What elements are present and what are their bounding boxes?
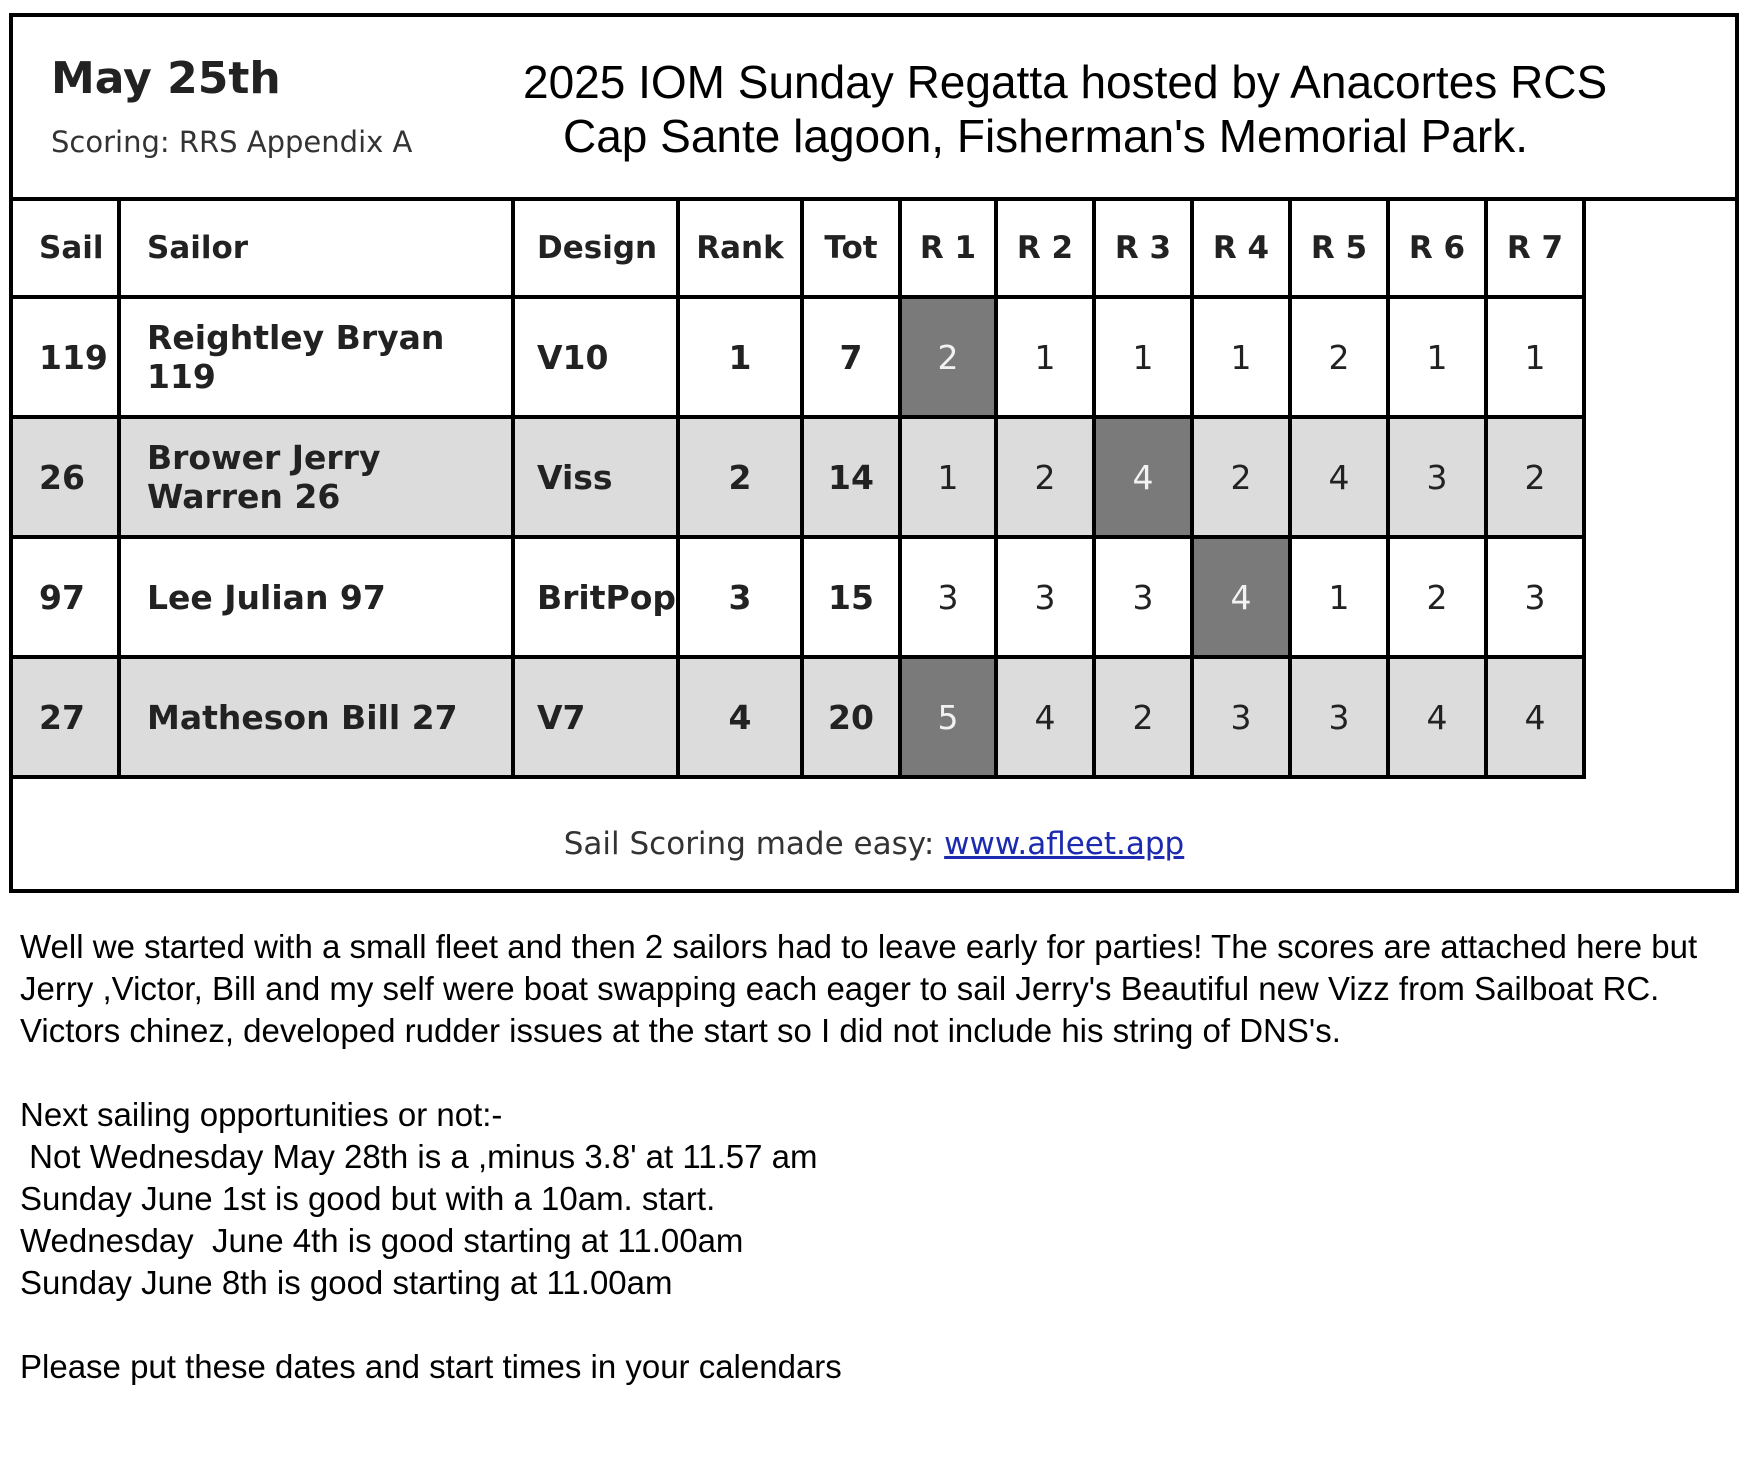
total-points: 20 (802, 657, 900, 777)
race-score: 4 (1290, 417, 1388, 537)
sailor-name: Lee Julian 97 (119, 537, 513, 657)
total-points: 15 (802, 537, 900, 657)
total-points: 14 (802, 417, 900, 537)
race-score: 1 (1290, 537, 1388, 657)
boat-design: Viss (513, 417, 678, 537)
table-row (11, 297, 1584, 417)
sailor-name: Reightley Bryan 119 (119, 297, 513, 417)
rank: 1 (678, 297, 802, 417)
sail-number: 27 (11, 657, 119, 777)
column-header-sail: Sail (11, 199, 119, 297)
boat-design: V10 (513, 297, 678, 417)
report-body (20, 926, 1735, 1388)
race-score: 3 (1192, 657, 1290, 777)
list-item: Wednesday June 4th is good starting at 11.00am (20, 1222, 744, 1259)
report-paragraph: Well we started with a small fleet and then 2 sailors had to leave early for parties! The scores are attached here but Jerry ,Victor, Bill and my self were boat swapping each eager to sail Jerry's Beautiful new Vizz from Sailboat RC. Victors chinez, developed rudder issues at the start so I did not include his string of DNS's. (20, 928, 1698, 1049)
card-header (13, 17, 1735, 201)
rank: 3 (678, 537, 802, 657)
race-score: 2 (996, 417, 1094, 537)
regatta-title: 2025 IOM Sunday Regatta hosted by Anacortes RCS (523, 56, 1608, 108)
race-score-dropped: 5 (900, 657, 996, 777)
race-score-dropped: 4 (1192, 537, 1290, 657)
boat-design: V7 (513, 657, 678, 777)
sailor-name: Brower Jerry Warren 26 (119, 417, 513, 537)
race-score: 1 (1192, 297, 1290, 417)
column-header-race-6: R 6 (1388, 199, 1486, 297)
sail-number: 97 (11, 537, 119, 657)
race-score: 1 (900, 417, 996, 537)
column-header-rank: Rank (678, 199, 802, 297)
afleet-link[interactable]: www.afleet.app (944, 826, 1185, 862)
results-table (9, 197, 1586, 779)
sailor-name: Matheson Bill 27 (119, 657, 513, 777)
table-header-row (11, 199, 1584, 297)
rank: 4 (678, 657, 802, 777)
race-score: 4 (1388, 657, 1486, 777)
column-header-race-5: R 5 (1290, 199, 1388, 297)
column-header-race-1: R 1 (900, 199, 996, 297)
table-row (11, 417, 1584, 537)
race-score: 1 (1094, 297, 1192, 417)
race-score: 3 (996, 537, 1094, 657)
race-score: 2 (1094, 657, 1192, 777)
results-card (9, 13, 1739, 893)
card-footer (13, 794, 1735, 893)
rank: 2 (678, 417, 802, 537)
sail-number: 26 (11, 417, 119, 537)
race-score: 3 (900, 537, 996, 657)
race-score-dropped: 2 (900, 297, 996, 417)
column-header-total: Tot (802, 199, 900, 297)
column-header-race-7: R 7 (1486, 199, 1584, 297)
race-score: 1 (1388, 297, 1486, 417)
list-item: Sunday June 8th is good starting at 11.00am (20, 1264, 673, 1301)
race-score: 3 (1388, 417, 1486, 537)
race-score: 2 (1290, 297, 1388, 417)
race-score: 1 (1486, 297, 1584, 417)
race-score: 2 (1192, 417, 1290, 537)
race-score: 4 (996, 657, 1094, 777)
boat-design: BritPop (513, 537, 678, 657)
race-score-dropped: 4 (1094, 417, 1192, 537)
next-sailing-heading: Next sailing opportunities or not:- (20, 1096, 503, 1133)
event-date: May 25th (51, 53, 281, 104)
list-item: Sunday June 1st is good but with a 10am. start. (20, 1180, 716, 1217)
race-score: 3 (1486, 537, 1584, 657)
column-header-race-4: R 4 (1192, 199, 1290, 297)
column-header-sailor: Sailor (119, 199, 513, 297)
scoring-system: Scoring: RRS Appendix A (51, 125, 413, 159)
footer-tagline: Sail Scoring made easy: (563, 826, 945, 862)
race-score: 2 (1486, 417, 1584, 537)
race-score: 3 (1290, 657, 1388, 777)
column-header-race-2: R 2 (996, 199, 1094, 297)
table-row (11, 537, 1584, 657)
race-score: 4 (1486, 657, 1584, 777)
column-header-race-3: R 3 (1094, 199, 1192, 297)
list-item: Not Wednesday May 28th is a ,minus 3.8' at 11.57 am (20, 1138, 818, 1175)
regatta-venue: Cap Sante lagoon, Fisherman's Memorial Park. (563, 110, 1528, 162)
table-row (11, 657, 1584, 777)
total-points: 7 (802, 297, 900, 417)
column-header-design: Design (513, 199, 678, 297)
sail-number: 119 (11, 297, 119, 417)
race-score: 3 (1094, 537, 1192, 657)
race-score: 2 (1388, 537, 1486, 657)
race-score: 1 (996, 297, 1094, 417)
closing-note: Please put these dates and start times in your calendars (20, 1348, 842, 1385)
